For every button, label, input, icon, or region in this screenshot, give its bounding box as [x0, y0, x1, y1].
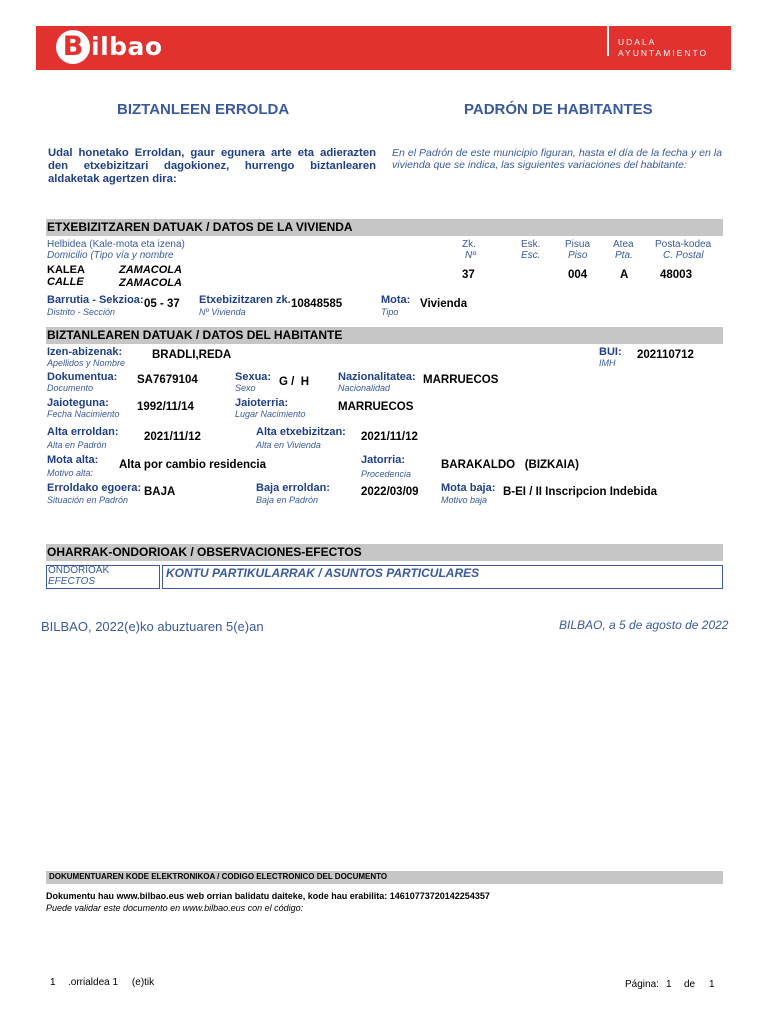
footer-left-text: .orrialdea 1 (e)tik	[68, 977, 155, 988]
fnac-label-eu: Jaioteguna:	[47, 397, 109, 409]
situacion-label-eu: Erroldako egoera:	[47, 482, 142, 494]
distrito-label-eu: Barrutia - Sekzioa:	[47, 294, 144, 306]
nac-value: MARRUECOS	[423, 374, 499, 386]
title-spanish: PADRÓN DE HABITANTES	[464, 101, 653, 118]
fnac-value: 1992/11/14	[137, 401, 194, 413]
footer-left-num: 1	[50, 977, 56, 988]
doc-value: SA7679104	[137, 374, 198, 386]
nac-label-eu: Nazionalitatea:	[338, 371, 416, 383]
col-cp-es: C. Postal	[663, 250, 704, 261]
code-line-eu: Dokumentu hau www.bilbao.eus web orrian balidatu daiteke, kode hau erabilita: 14610773720142254357	[46, 891, 490, 901]
altap-label-eu: Alta erroldan:	[47, 426, 119, 438]
distrito-label-es: Distrito - Sección	[47, 307, 116, 317]
fnac-label-es: Fecha Nacimiento	[47, 409, 120, 419]
efectos-label-eu: ONDORIOAK	[48, 565, 110, 576]
section-observaciones-title: OHARRAK-ONDORIOAK / OBSERVACIONES-EFECTOS	[47, 545, 362, 559]
intro-basque: Udal honetako Erroldan, gaur egunera arte eta adierazten den etxebizitzari dagokionez, hurrengo biztanlearen aldaketak agertzen dira:	[48, 147, 376, 185]
efectos-label-es: EFECTOS	[48, 576, 96, 587]
col-cp-eu: Posta-kodea	[655, 239, 712, 250]
section-observaciones-header	[46, 544, 723, 561]
lnac-label-es: Lugar Nacimiento	[235, 409, 306, 419]
doc-label-eu: Dokumentua:	[47, 371, 118, 383]
nvivienda-label-eu: Etxebizitzaren zk.	[199, 294, 291, 306]
address-label-es: Domicilio (Tipo vía y nombre	[47, 250, 174, 261]
lnac-label-eu: Jaioterria:	[235, 397, 289, 409]
altav-label-es: Alta en Vivienda	[256, 440, 321, 450]
col-esc-eu: Esk.	[521, 239, 541, 250]
street-type-eu: KALEA	[47, 264, 85, 276]
distrito-value: 05 - 37	[144, 298, 180, 310]
altav-value: 2021/11/12	[361, 431, 418, 443]
sexo-value: G / H	[279, 376, 310, 388]
altav-label-eu: Alta etxebizitzan:	[256, 426, 346, 438]
situacion-value: BAJA	[144, 486, 176, 498]
altap-label-es: Alta en Padrón	[47, 440, 107, 450]
date-basque: BILBAO, 2022(e)ko abuztuaren 5(e)an	[41, 619, 264, 634]
sexo-label-es: Sexo	[235, 383, 256, 393]
col-pta-eu: Atea	[613, 239, 634, 250]
section-habitante-header	[46, 327, 723, 344]
motivo-baja-label-es: Motivo baja	[441, 495, 488, 505]
efectos-label-box	[46, 565, 160, 589]
name-value: BRADLI,REDA	[152, 349, 232, 361]
date-spanish: BILBAO, a 5 de agosto de 2022	[559, 618, 729, 632]
altap-value: 2021/11/12	[144, 431, 201, 443]
col-piso-es: Piso	[568, 250, 588, 261]
col-num-eu: Zk.	[462, 239, 476, 250]
code-line-es: Puede validar este documento en www.bilbao.eus con el código:	[46, 903, 304, 913]
footer-pagina-label: Página:	[625, 979, 659, 990]
logo-letter: B	[62, 31, 84, 62]
header-ayuntamiento: AYUNTAMIENTO	[618, 48, 709, 58]
col-pta-es: Pta.	[615, 250, 633, 261]
section-habitante-title: BIZTANLEAREN DATUAK / DATOS DEL HABITANTE	[47, 328, 343, 342]
street-name-eu: ZAMACOLA	[119, 264, 182, 276]
col-num-es: Nº	[465, 250, 476, 261]
sexo-label-eu: Sexua:	[235, 371, 272, 383]
bajap-label-es: Baja en Padrón	[256, 495, 319, 505]
value-piso: 004	[568, 269, 588, 281]
efectos-value-box	[162, 565, 723, 589]
street-type-es: CALLE	[47, 276, 84, 288]
header-divider	[607, 26, 609, 56]
footer-pagina-num: 1	[666, 979, 672, 990]
value-num: 37	[462, 269, 475, 281]
footer-pagina-total: 1	[709, 979, 715, 990]
bui-value: 202110712	[637, 349, 694, 361]
value-pta: A	[620, 269, 629, 281]
header-udala: UDALA	[618, 37, 657, 47]
name-label-eu: Izen-abizenak:	[47, 346, 123, 358]
intro-spanish: En el Padrón de este municipio figuran, hasta el día de la fecha y en la vivienda que se indica, las siguientes variaciones del habitante:	[392, 147, 722, 171]
bajap-value: 2022/03/09	[361, 486, 419, 498]
procedencia-label-es: Procedencia	[361, 469, 412, 479]
section-vivienda-header	[46, 219, 723, 236]
bui-label-es: IMH	[599, 358, 616, 368]
footer-de-label: de	[684, 979, 696, 990]
bajap-label-eu: Baja erroldan:	[256, 482, 330, 494]
logo-text: ilbao	[91, 32, 163, 61]
motivo-alta-value: Alta por cambio residencia	[119, 459, 266, 471]
situacion-label-es: Situación en Padrón	[47, 495, 129, 505]
street-name-es: ZAMACOLA	[119, 277, 182, 289]
doc-label-es: Documento	[47, 383, 94, 393]
motivo-alta-label-es: Motivo alta:	[47, 468, 94, 478]
tipo-label-eu: Mota:	[381, 294, 411, 306]
nvivienda-value: 10848585	[291, 298, 343, 310]
procedencia-value: BARAKALDO (BIZKAIA)	[441, 459, 579, 471]
tipo-label-es: Tipo	[381, 307, 399, 317]
procedencia-label-eu: Jatorria:	[361, 454, 406, 466]
tipo-value: Vivienda	[420, 298, 468, 310]
value-cp: 48003	[660, 269, 692, 281]
name-label-es: Apellidos y Nombre	[47, 358, 126, 368]
motivo-baja-value: B-EI / II Inscripcion Indebida	[503, 486, 657, 498]
section-vivienda-title: ETXEBIZITZAREN DATUAK / DATOS DE LA VIVIENDA	[47, 220, 353, 234]
code-bar	[46, 871, 723, 884]
nvivienda-label-es: Nº Vivienda	[199, 307, 246, 317]
col-esc-es: Esc.	[521, 250, 541, 261]
title-basque: BIZTANLEEN ERROLDA	[117, 101, 290, 118]
motivo-alta-label-eu: Mota alta:	[47, 454, 99, 466]
code-bar-title: DOKUMENTUAREN KODE ELEKTRONIKOA / CODIGO ELECTRONICO DEL DOCUMENTO	[49, 872, 388, 881]
motivo-baja-label-eu: Mota baja:	[441, 482, 496, 494]
col-piso-eu: Pisua	[565, 239, 591, 250]
nac-label-es: Nacionalidad	[338, 383, 391, 393]
bui-label-eu: BUI:	[599, 346, 622, 358]
efectos-value: KONTU PARTIKULARRAK / ASUNTOS PARTICULARES	[166, 566, 480, 580]
address-label-eu: Helbidea (Kale-mota eta izena)	[47, 239, 185, 250]
lnac-value: MARRUECOS	[338, 401, 414, 413]
